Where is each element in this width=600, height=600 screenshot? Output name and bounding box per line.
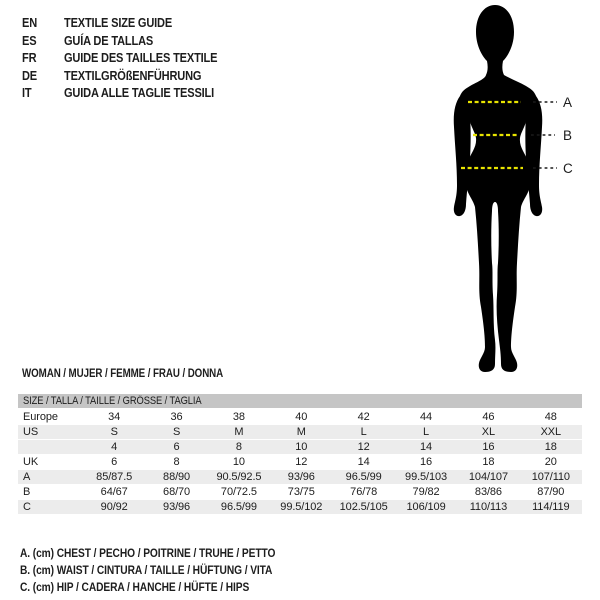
size-cell: L xyxy=(360,426,367,438)
legend-item xyxy=(20,545,320,562)
row-label-cell: UK xyxy=(23,456,39,468)
size-cell: 10 xyxy=(232,456,245,468)
language-code: DE xyxy=(22,67,38,83)
legend-item xyxy=(20,562,320,579)
language-label: TEXTILE SIZE GUIDE xyxy=(64,15,173,30)
size-cell: 18 xyxy=(544,441,557,453)
language-label: GUIDA ALLE TAGLIE TESSILI xyxy=(64,85,215,100)
woman-body-silhouette xyxy=(460,5,536,372)
size-cell: 12 xyxy=(295,456,308,468)
size-cell: 96.5/99 xyxy=(220,501,257,513)
size-cell: 12 xyxy=(357,441,370,453)
size-cell: 68/70 xyxy=(163,486,191,498)
size-cell: 44 xyxy=(420,411,433,423)
language-label: GUÍA DE TALLAS xyxy=(64,32,154,48)
size-cell: 40 xyxy=(295,411,308,423)
size-cell: 96.5/99 xyxy=(345,471,382,483)
language-row xyxy=(22,14,244,32)
table-row xyxy=(18,500,582,515)
language-row xyxy=(22,32,244,50)
size-cell: 10 xyxy=(295,441,308,453)
language-row xyxy=(22,67,244,85)
size-cell: 76/78 xyxy=(350,486,378,498)
size-cell: 70/72.5 xyxy=(220,486,257,498)
size-cell: 93/96 xyxy=(163,501,191,513)
size-cell: 114/119 xyxy=(532,501,570,513)
row-label-cell xyxy=(18,440,83,454)
section-heading xyxy=(22,368,259,380)
woman-silhouette-figure xyxy=(415,0,600,380)
size-cell: 6 xyxy=(111,456,118,468)
section-heading-label: WOMAN / MUJER / FEMME / FRAU / DONNA xyxy=(22,368,224,380)
size-cell: 90.5/92.5 xyxy=(216,471,262,483)
size-cell: 48 xyxy=(544,411,557,423)
size-cell: 20 xyxy=(544,456,557,468)
language-label: GUIDE DES TAILLES TEXTILE xyxy=(64,50,218,65)
size-table-rows xyxy=(18,410,582,515)
size-table-header-label: SIZE / TALLA / TAILLE / GRÖSSE / TAGLIA xyxy=(23,395,202,407)
measurement-legend xyxy=(20,545,320,596)
language-row xyxy=(22,49,244,67)
size-cell: 14 xyxy=(357,456,370,468)
size-cell: L xyxy=(423,426,430,438)
size-cell: 83/86 xyxy=(474,486,502,498)
row-label-cell: B xyxy=(23,486,31,498)
size-cell: 110/113 xyxy=(469,501,508,513)
table-row xyxy=(18,470,582,485)
language-label: TEXTILGRÖßENFÜHRUNG xyxy=(64,67,202,83)
measure-label-b: B xyxy=(563,128,573,143)
measure-label-c: C xyxy=(563,161,573,176)
woman-right-arm xyxy=(525,94,542,216)
size-cell: S xyxy=(110,426,118,438)
row-label-cell: A xyxy=(23,471,31,483)
size-cell: XXL xyxy=(540,426,562,438)
legend-item-label: C. (cm) HIP / CADERA / HANCHE / HÜFTE / HIPS xyxy=(20,580,250,594)
size-cell: S xyxy=(172,426,181,438)
language-list xyxy=(22,14,244,102)
size-cell: 42 xyxy=(357,411,370,423)
size-cell: 104/107 xyxy=(468,471,508,483)
size-cell: 34 xyxy=(108,411,121,423)
size-cell: 8 xyxy=(173,456,180,468)
size-cell: 107/110 xyxy=(531,471,570,483)
measure-label-a: A xyxy=(563,95,573,110)
size-cell: 4 xyxy=(111,441,118,453)
size-cell: 85/87.5 xyxy=(96,471,133,483)
legend-item xyxy=(20,579,320,596)
size-cell: M xyxy=(234,426,244,438)
size-cell: 18 xyxy=(482,456,495,468)
row-label-cell: Europe xyxy=(23,411,58,423)
size-cell: 87/90 xyxy=(537,486,565,498)
size-cell: 106/109 xyxy=(406,501,446,513)
size-cell: 90/92 xyxy=(100,501,128,513)
table-row xyxy=(18,455,582,470)
size-cell: 16 xyxy=(482,441,495,453)
table-row xyxy=(18,485,582,500)
size-cell: M xyxy=(296,426,306,438)
language-row xyxy=(22,84,244,102)
table-row xyxy=(18,425,582,440)
row-label-cell: C xyxy=(23,501,31,513)
size-cell: 38 xyxy=(232,411,245,423)
row-label-cell: US xyxy=(23,426,39,438)
size-cell: 8 xyxy=(235,441,242,453)
woman-left-arm xyxy=(454,94,471,216)
size-cell: 64/67 xyxy=(100,486,128,498)
size-cell: 16 xyxy=(420,456,433,468)
size-cell: 99.5/102 xyxy=(280,501,323,513)
legend-item-label: B. (cm) WAIST / CINTURA / TAILLE / HÜFTUNG / VITA xyxy=(20,563,273,577)
table-row xyxy=(18,440,582,455)
size-table-header xyxy=(18,394,582,408)
size-cell: XL xyxy=(481,426,496,438)
size-cell: 99.5/103 xyxy=(405,471,448,483)
legend-item-label: A. (cm) CHEST / PECHO / POITRINE / TRUHE / PETTO xyxy=(20,546,276,560)
table-row xyxy=(18,410,582,425)
language-code: EN xyxy=(22,15,38,30)
language-code: FR xyxy=(22,50,37,65)
size-cell: 88/90 xyxy=(163,471,191,483)
language-code: IT xyxy=(22,85,32,100)
size-cell: 73/75 xyxy=(287,486,315,498)
size-cell: 79/82 xyxy=(412,486,440,498)
size-cell: 14 xyxy=(420,441,433,453)
size-cell: 102.5/105 xyxy=(339,501,388,513)
size-cell: 6 xyxy=(173,441,180,453)
size-cell: 36 xyxy=(170,411,183,423)
size-table xyxy=(18,394,582,515)
language-code: ES xyxy=(22,32,37,48)
size-cell: 46 xyxy=(482,411,495,423)
size-cell: 93/96 xyxy=(287,471,315,483)
